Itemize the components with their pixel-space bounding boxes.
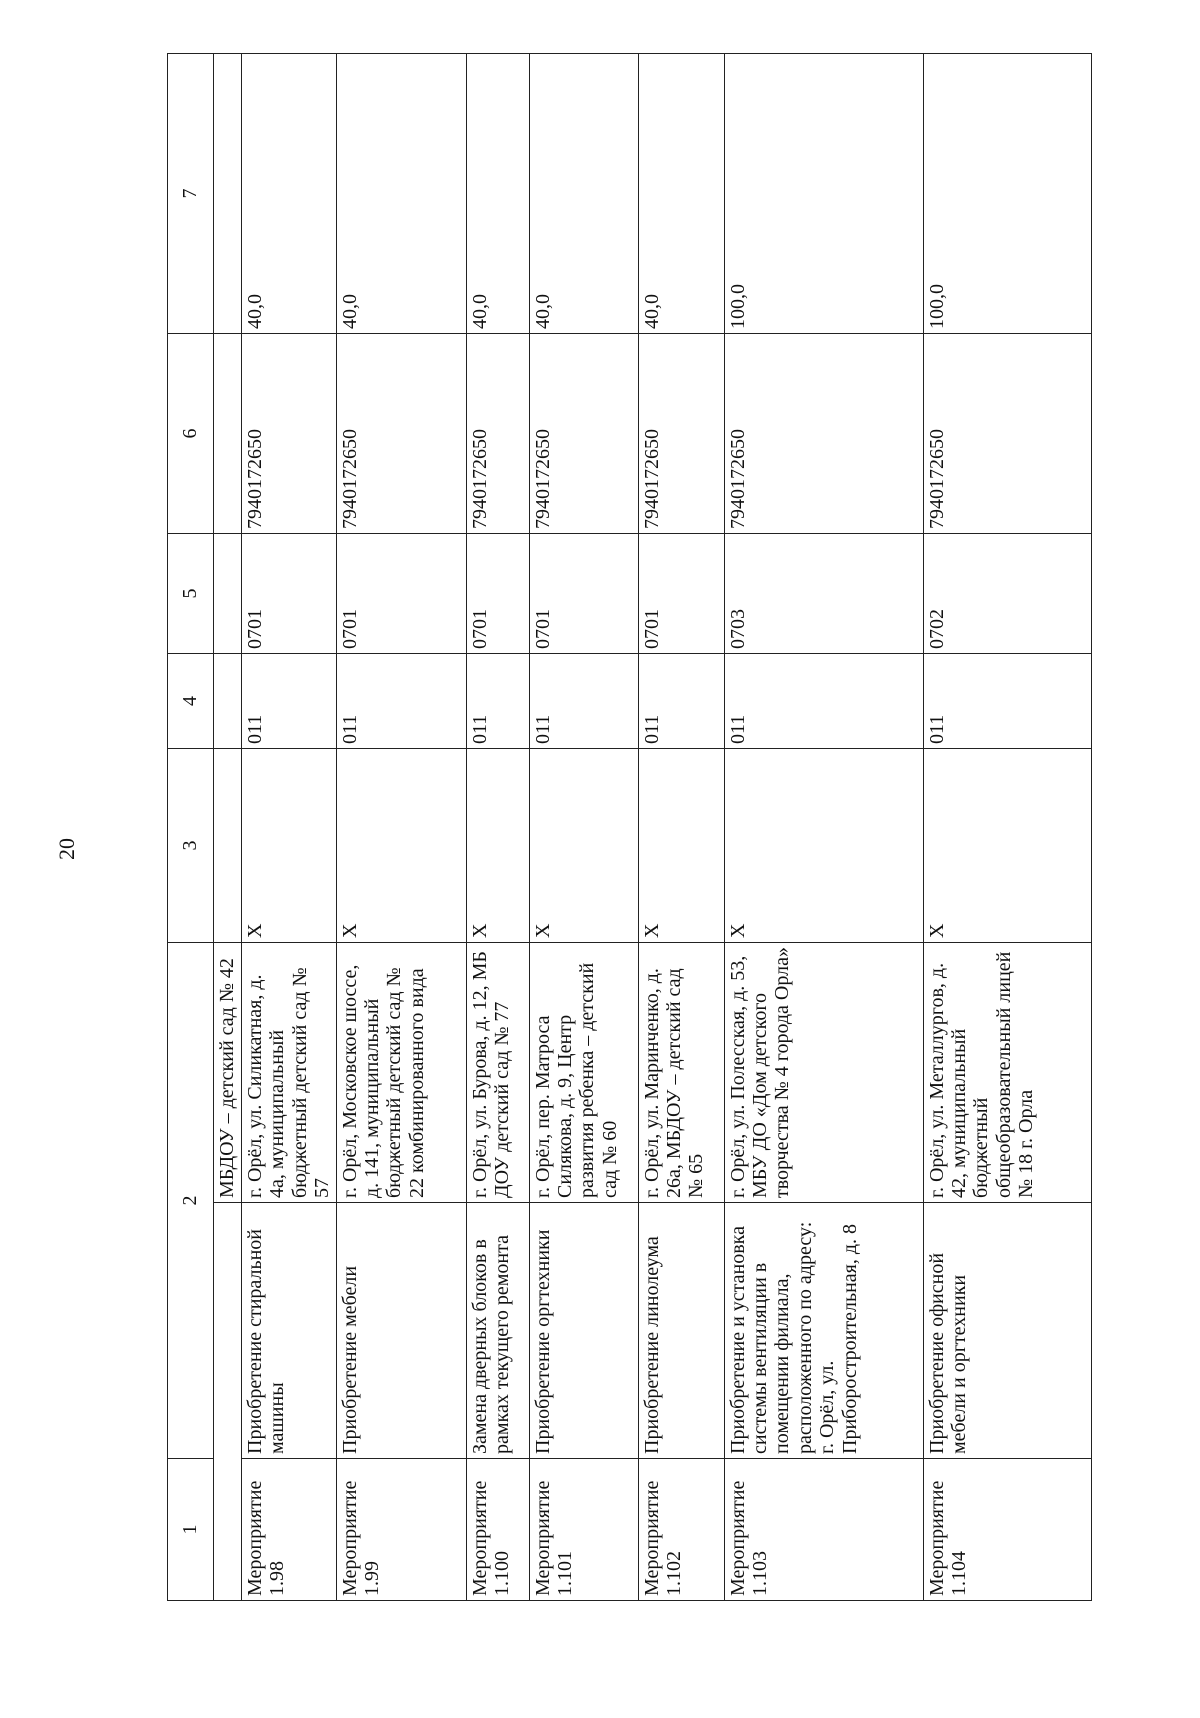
col5-cell: 0701 [638, 534, 724, 654]
col5-cell: 0701 [336, 534, 466, 654]
event-cell: Мероприятие 1.103 [724, 1459, 923, 1601]
empty-cell [214, 54, 242, 334]
col7-cell: 40,0 [466, 54, 529, 334]
description-cell: Приобретение линолеума [638, 1203, 724, 1459]
col3-cell: X [242, 749, 337, 943]
col4-cell: 011 [336, 654, 466, 749]
subheader-row [214, 54, 242, 1601]
col6-cell: 7940172650 [638, 334, 724, 534]
col3-cell: X [466, 749, 529, 943]
col4-cell: 011 [638, 654, 724, 749]
event-cell: Мероприятие 1.99 [336, 1459, 466, 1601]
table-row [923, 54, 1091, 1601]
header-cell-1: 1 [168, 1459, 214, 1601]
col5-cell: 0702 [923, 534, 1091, 654]
address-cell: г. Орёл, ул. Силикатная, д. 4а, муниципальный бюджетный детский сад № 57 [242, 943, 337, 1203]
col5-cell: 0701 [242, 534, 337, 654]
col5-cell: 0703 [724, 534, 923, 654]
header-cell-5: 5 [168, 534, 214, 654]
address-cell: г. Орёл, ул. Полесская, д. 53, МБУ ДО «Дом детского творчества № 4 города Орла» [724, 943, 923, 1203]
col3-cell: X [336, 749, 466, 943]
col3-cell: X [638, 749, 724, 943]
table-row [724, 54, 923, 1601]
col3-cell: X [529, 749, 638, 943]
description-cell: Приобретение и установка системы вентиляции в помещении филиала, расположенного по адресу: г. Орёл, ул. Приборостроительная, д. 8 [724, 1203, 923, 1459]
header-cell-7: 7 [168, 54, 214, 334]
col6-cell: 7940172650 [529, 334, 638, 534]
empty-cell [214, 654, 242, 749]
page-number: 20 [54, 838, 79, 860]
description-cell: Приобретение мебели [336, 1203, 466, 1459]
col3-cell: X [724, 749, 923, 943]
event-cell: Мероприятие 1.101 [529, 1459, 638, 1601]
table-row [336, 54, 466, 1601]
empty-cell [214, 334, 242, 534]
empty-cell [214, 534, 242, 654]
header-row [168, 54, 214, 1601]
description-cell: Замена дверных блоков в рамках текущего ремонта [466, 1203, 529, 1459]
col4-cell: 011 [242, 654, 337, 749]
event-cell: Мероприятие 1.104 [923, 1459, 1091, 1601]
institution-cell: МБДОУ – детский сад № 42 [214, 943, 242, 1203]
event-cell: Мероприятие 1.98 [242, 1459, 337, 1601]
col4-cell: 011 [724, 654, 923, 749]
col5-cell: 0701 [466, 534, 529, 654]
address-cell: г. Орёл, Московское шоссе, д. 141, муниципальный бюджетный детский сад № 22 комбинированного вида [336, 943, 466, 1203]
col3-cell: X [923, 749, 1091, 943]
col4-cell: 011 [466, 654, 529, 749]
table-row [466, 54, 529, 1601]
empty-cell [214, 749, 242, 943]
col6-cell: 7940172650 [242, 334, 337, 534]
description-cell: Приобретение стиральной машины [242, 1203, 337, 1459]
col6-cell: 7940172650 [724, 334, 923, 534]
col6-cell: 7940172650 [336, 334, 466, 534]
event-cell: Мероприятие 1.100 [466, 1459, 529, 1601]
description-cell: Приобретение офисной мебели и оргтехники [923, 1203, 1091, 1459]
address-cell: г. Орёл, пер. Матроса Силякова, д. 9, Центр развития ребенка – детский сад № 60 [529, 943, 638, 1203]
col7-cell: 100,0 [923, 54, 1091, 334]
header-cell-4: 4 [168, 654, 214, 749]
header-cell-3: 3 [168, 749, 214, 943]
col7-cell: 100,0 [724, 54, 923, 334]
empty-cell [214, 1203, 242, 1601]
col4-cell: 011 [923, 654, 1091, 749]
header-cell-2: 2 [168, 943, 214, 1459]
address-cell: г. Орёл, ул. Металлургов, д. 42, муниципальный бюджетный общеобразовательный лицей № 18 г. Орла [923, 943, 1091, 1203]
address-cell: г. Орёл, ул. Бурова, д. 12, МБ ДОУ детский сад № 77 [466, 943, 529, 1203]
description-cell: Приобретение оргтехники [529, 1203, 638, 1459]
table-row [242, 54, 337, 1601]
col5-cell: 0701 [529, 534, 638, 654]
col6-cell: 7940172650 [923, 334, 1091, 534]
budget-table [167, 53, 1092, 1601]
header-cell-6: 6 [168, 334, 214, 534]
col6-cell: 7940172650 [466, 334, 529, 534]
rotated-page [167, 54, 1080, 1601]
col7-cell: 40,0 [638, 54, 724, 334]
event-cell: Мероприятие 1.102 [638, 1459, 724, 1601]
table-row [638, 54, 724, 1601]
address-cell: г. Орёл, ул. Маринченко, д. 26а, МБДОУ – детский сад № 65 [638, 943, 724, 1203]
table-row [529, 54, 638, 1601]
col4-cell: 011 [529, 654, 638, 749]
col7-cell: 40,0 [336, 54, 466, 334]
col7-cell: 40,0 [242, 54, 337, 334]
col7-cell: 40,0 [529, 54, 638, 334]
